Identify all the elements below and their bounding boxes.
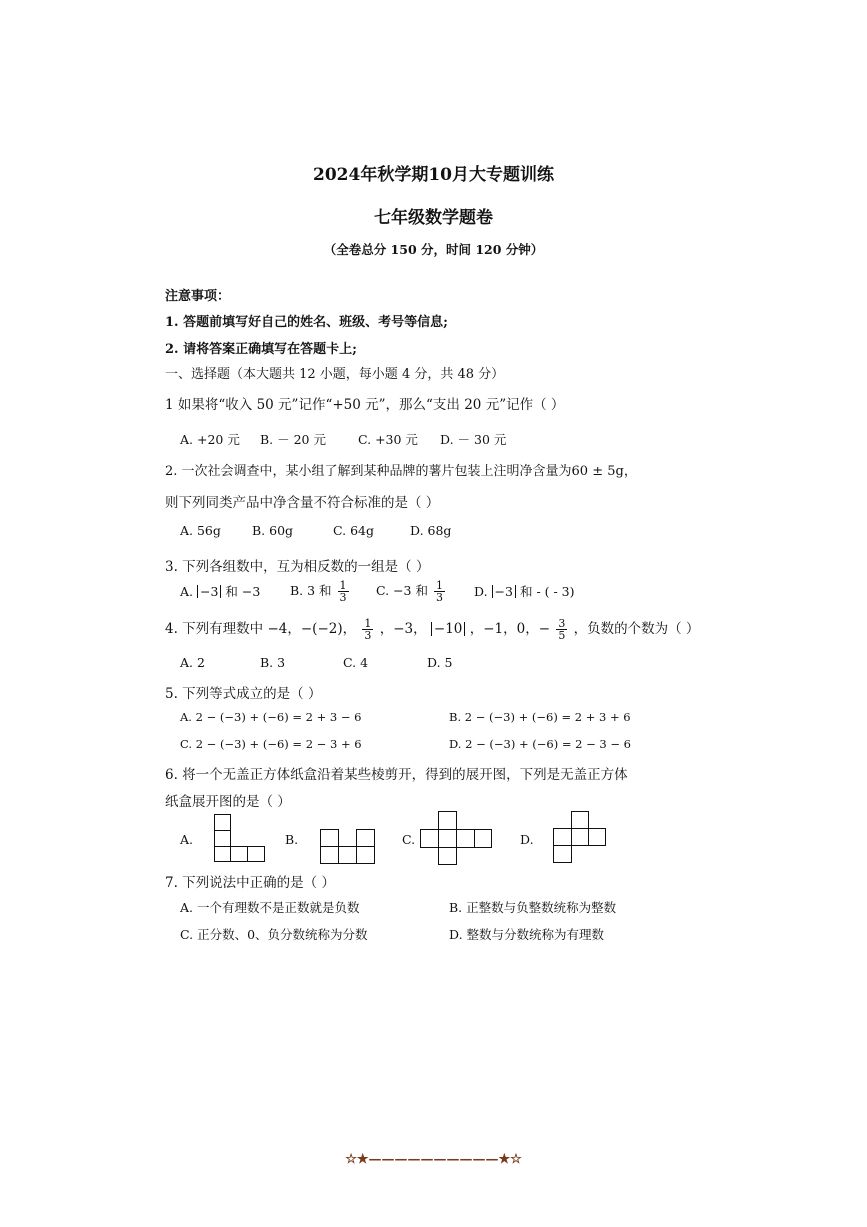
note-item-1: 1. 答题前填写好自己的姓名、班级、考号等信息; — [165, 315, 448, 330]
q4-option-a: A. 2 — [180, 655, 205, 670]
q5-option-c: C. 2 − (−3) + (−6) = 2 − 3 + 6 — [180, 737, 362, 751]
q2-stem-line1: 2. 一次社会调查中，某小组了解到某种品牌的薯片包装上注明净含量为60 ± 5g， — [165, 464, 637, 479]
q3-stem: 3. 下列各组数中，互为相反数的一组是（ ） — [165, 559, 430, 575]
q3-d-abs: −3 — [492, 585, 516, 598]
q3-a-rest: 和 −3 — [225, 584, 261, 599]
q7-option-c: C. 正分数、0、负分数统称为分数 — [180, 927, 368, 942]
q3-a-abs: −3 — [197, 585, 221, 598]
q1-option-c: C. +30 元 — [358, 432, 418, 447]
notes-heading: 注意事项： — [165, 289, 231, 304]
q6-net-a — [214, 814, 266, 862]
q3-c-den: 3 — [435, 591, 443, 604]
q7-option-a: A. 一个有理数不是正数就是负数 — [180, 900, 360, 915]
q4-stem-a: 4. 下列有理数中 −4，−(−2)， — [165, 621, 357, 637]
q5-option-b: B. 2 − (−3) + (−6) = 2 + 3 + 6 — [449, 710, 631, 724]
q1-option-d: D. － 30 元 — [440, 432, 507, 447]
q3-c-label: C. −3 和 — [376, 583, 428, 598]
q7-stem: 7. 下列说法中正确的是（ ） — [165, 875, 335, 891]
q3-b-label: B. 3 和 — [290, 583, 332, 598]
q1-stem: 1 如果将“收入 50 元”记作“+50 元”，那么“支出 20 元”记作（ ） — [165, 397, 565, 413]
q6-label-d: D. — [520, 832, 534, 847]
q6-stem-line2: 纸盒展开图的是（ ） — [165, 794, 291, 810]
q4-abs: −10 — [431, 622, 466, 636]
q2-stem-line2: 则下列同类产品中净含量不符合标准的是（ ） — [165, 495, 440, 511]
q4-stem-c: ，−1，0，− — [469, 621, 551, 637]
q2-option-b: B. 60g — [252, 523, 294, 538]
exam-info: （全卷总分 150 分，时间 120 分钟） — [323, 242, 544, 257]
q3-d-rest: 和 - ( - 3) — [519, 584, 575, 599]
q4-f2-num: 3 — [558, 617, 566, 630]
q4-stem — [165, 617, 699, 641]
q3-d-label: D. — [474, 584, 488, 599]
q6-net-d — [553, 811, 607, 864]
q6-label-b: B. — [285, 832, 299, 847]
q4-option-d: D. 5 — [427, 655, 453, 670]
section-heading: 一、选择题（本大题共 12 小题，每小题 4 分，共 48 分） — [165, 367, 505, 382]
q4-stem-d: ，负数的个数为（ ） — [573, 621, 700, 637]
q2-option-c: C. 64g — [333, 523, 374, 538]
q1-option-b: B. － 20 元 — [260, 432, 326, 447]
q4-fraction-2 — [556, 618, 567, 641]
q4-f2-den: 5 — [558, 629, 566, 642]
q5-option-a: A. 2 − (−3) + (−6) = 2 + 3 − 6 — [180, 710, 362, 724]
q4-option-c: C. 4 — [343, 655, 369, 670]
q5-stem: 5. 下列等式成立的是（ ） — [165, 686, 322, 702]
q6-net-c — [420, 811, 492, 865]
q4-f1-den: 3 — [364, 629, 372, 642]
q6-stem-line1: 6. 将一个无盖正方体纸盒沿着某些棱剪开，得到的展开图，下列是无盖正方体 — [165, 767, 628, 783]
q3-c-num: 1 — [435, 579, 443, 592]
exam-title: 2024年秋学期10月大专题训练 — [313, 165, 554, 185]
q6-label-a: A. — [180, 832, 194, 847]
q6-net-b — [320, 829, 376, 865]
page-footer-ornament: ☆★——————————★☆ — [345, 1152, 522, 1167]
q3-option-d — [474, 582, 575, 600]
q3-option-c — [376, 580, 447, 603]
q1-option-a: A. +20 元 — [180, 432, 240, 447]
q4-option-b: B. 3 — [260, 655, 286, 670]
exam-subtitle: 七年级数学题卷 — [374, 208, 493, 228]
q5-option-d: D. 2 − (−3) + (−6) = 2 − 3 − 6 — [449, 737, 631, 751]
q6-label-c: C. — [402, 832, 416, 847]
q3-option-b — [290, 580, 351, 603]
q3-c-fraction — [434, 580, 445, 603]
q2-option-a: A. 56g — [180, 523, 221, 538]
q2-option-d: D. 68g — [410, 523, 452, 538]
q4-stem-b: ，−3， — [379, 621, 427, 637]
q7-option-d: D. 整数与分数统称为有理数 — [449, 927, 605, 942]
q4-f1-num: 1 — [364, 617, 372, 630]
note-item-2: 2. 请将答案正确填写在答题卡上; — [165, 342, 357, 357]
q3-b-num: 1 — [339, 579, 347, 592]
q3-b-fraction — [338, 580, 349, 603]
q3-option-a — [180, 582, 260, 600]
q3-a-label: A. — [180, 584, 194, 599]
q4-fraction-1 — [362, 618, 373, 641]
q7-option-b: B. 正整数与负整数统称为整数 — [449, 900, 617, 915]
q3-b-den: 3 — [339, 591, 347, 604]
